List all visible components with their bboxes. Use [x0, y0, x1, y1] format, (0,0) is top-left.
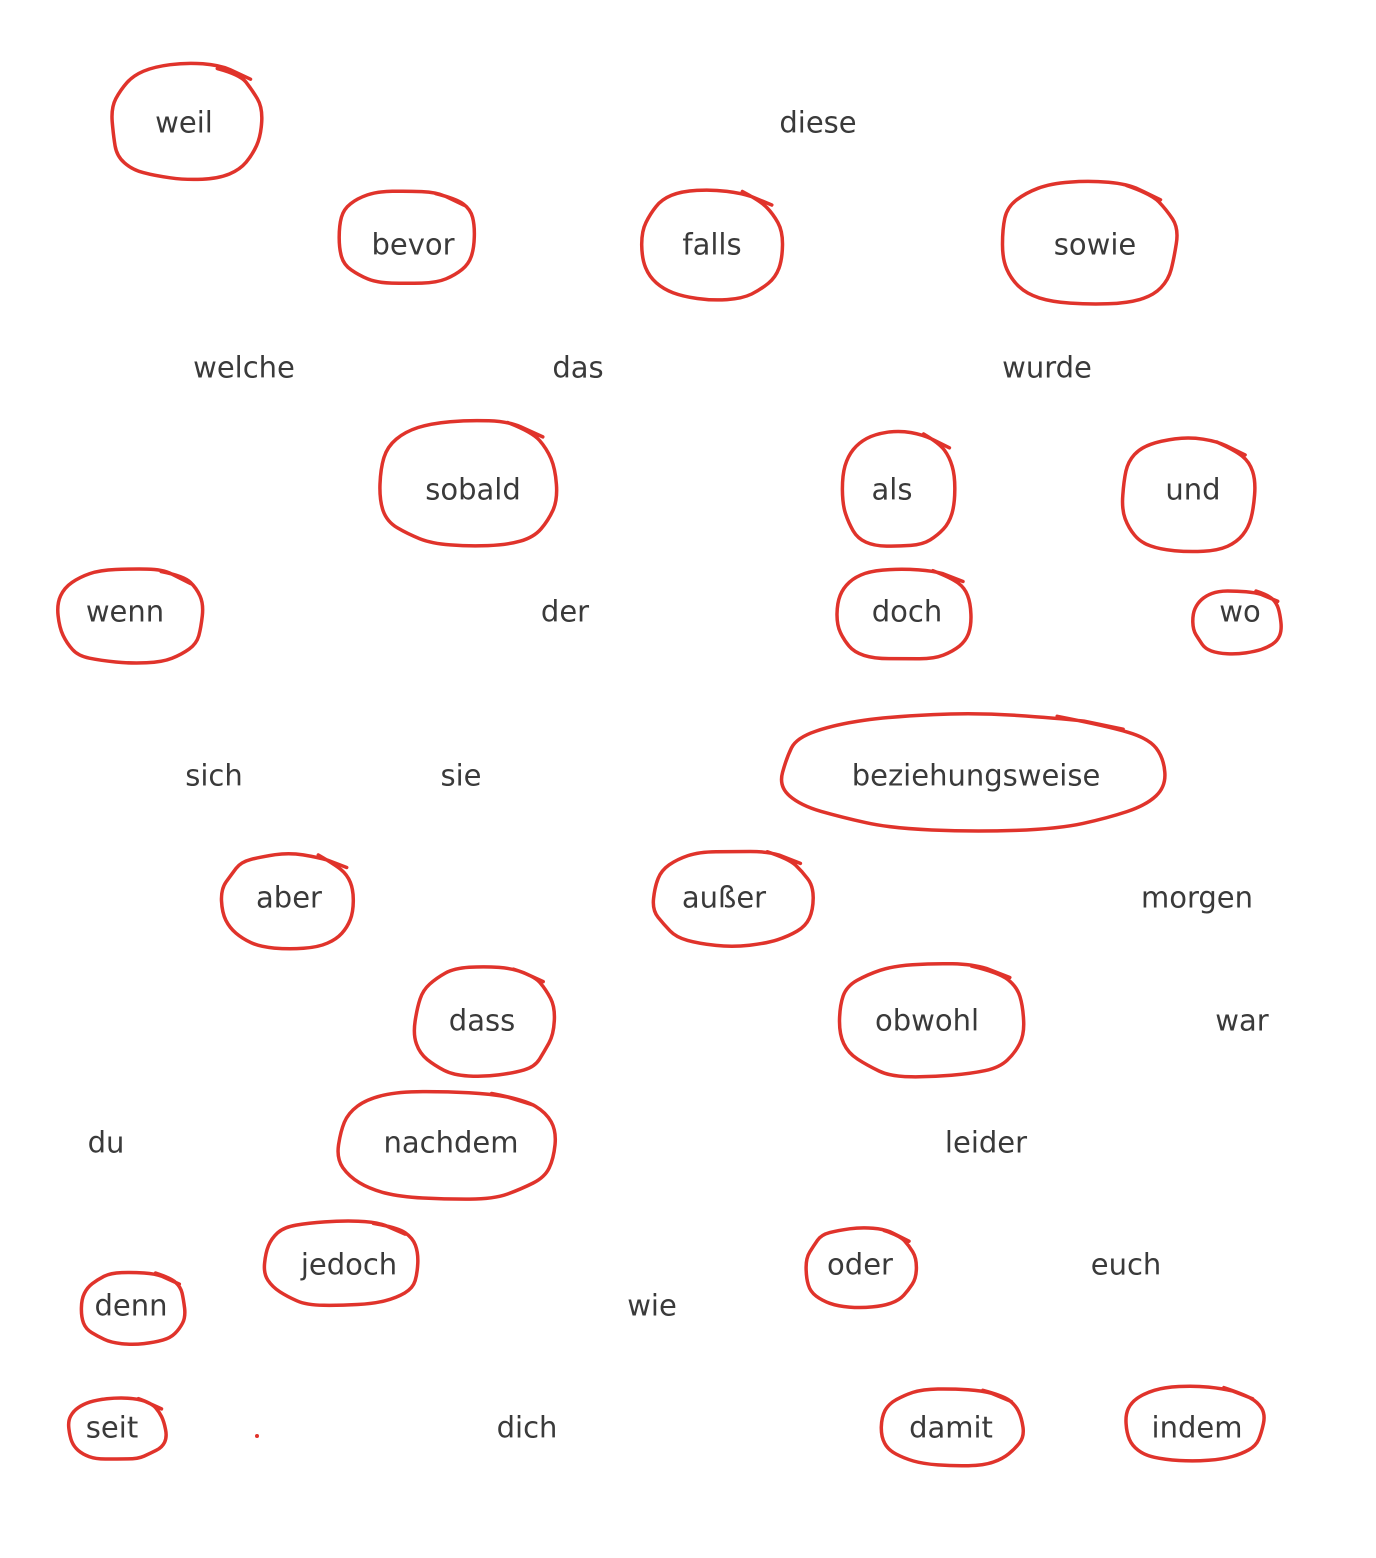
- word-leider[interactable]: leider: [944, 1125, 1028, 1160]
- word-sobald[interactable]: sobald: [425, 472, 521, 507]
- word-sowie[interactable]: sowie: [1053, 227, 1137, 262]
- word-obwohl[interactable]: obwohl: [874, 1003, 980, 1038]
- word-oder[interactable]: oder: [827, 1247, 893, 1282]
- word-und[interactable]: und: [1165, 472, 1221, 507]
- word-wurde[interactable]: wurde: [1002, 350, 1092, 385]
- word-diese[interactable]: diese: [779, 105, 857, 140]
- stray-pen-dot: [255, 1434, 259, 1438]
- word-denn[interactable]: denn: [94, 1288, 168, 1323]
- word-euch[interactable]: euch: [1090, 1247, 1162, 1282]
- word-das[interactable]: das: [552, 350, 604, 385]
- word-doch[interactable]: doch: [871, 594, 943, 629]
- word-dich[interactable]: dich: [496, 1410, 558, 1445]
- word-bevor[interactable]: bevor: [371, 227, 455, 262]
- word-jedoch[interactable]: jedoch: [300, 1247, 398, 1282]
- word-dass[interactable]: dass: [448, 1003, 516, 1038]
- word-falls[interactable]: falls: [682, 227, 742, 262]
- word-seit[interactable]: seit: [85, 1410, 139, 1445]
- word-damit[interactable]: damit: [909, 1410, 993, 1445]
- word-wenn[interactable]: wenn: [85, 594, 165, 629]
- word-welche[interactable]: welche: [193, 350, 295, 385]
- word-aber[interactable]: aber: [256, 880, 322, 915]
- word-sie[interactable]: sie: [440, 758, 482, 793]
- word-du[interactable]: du: [87, 1125, 125, 1160]
- word-wo[interactable]: wo: [1219, 594, 1261, 629]
- word-sich[interactable]: sich: [185, 758, 243, 793]
- word-nachdem[interactable]: nachdem: [383, 1125, 519, 1160]
- word-wie[interactable]: wie: [627, 1288, 677, 1323]
- word-der[interactable]: der: [540, 594, 590, 629]
- word-weil[interactable]: weil: [155, 105, 213, 140]
- word-morgen[interactable]: morgen: [1140, 880, 1254, 915]
- word-ausser[interactable]: außer: [681, 880, 767, 915]
- word-als[interactable]: als: [871, 472, 913, 507]
- word-war[interactable]: war: [1215, 1003, 1269, 1038]
- word-beziehungsweise[interactable]: beziehungsweise: [851, 758, 1101, 793]
- word-indem[interactable]: indem: [1151, 1410, 1243, 1445]
